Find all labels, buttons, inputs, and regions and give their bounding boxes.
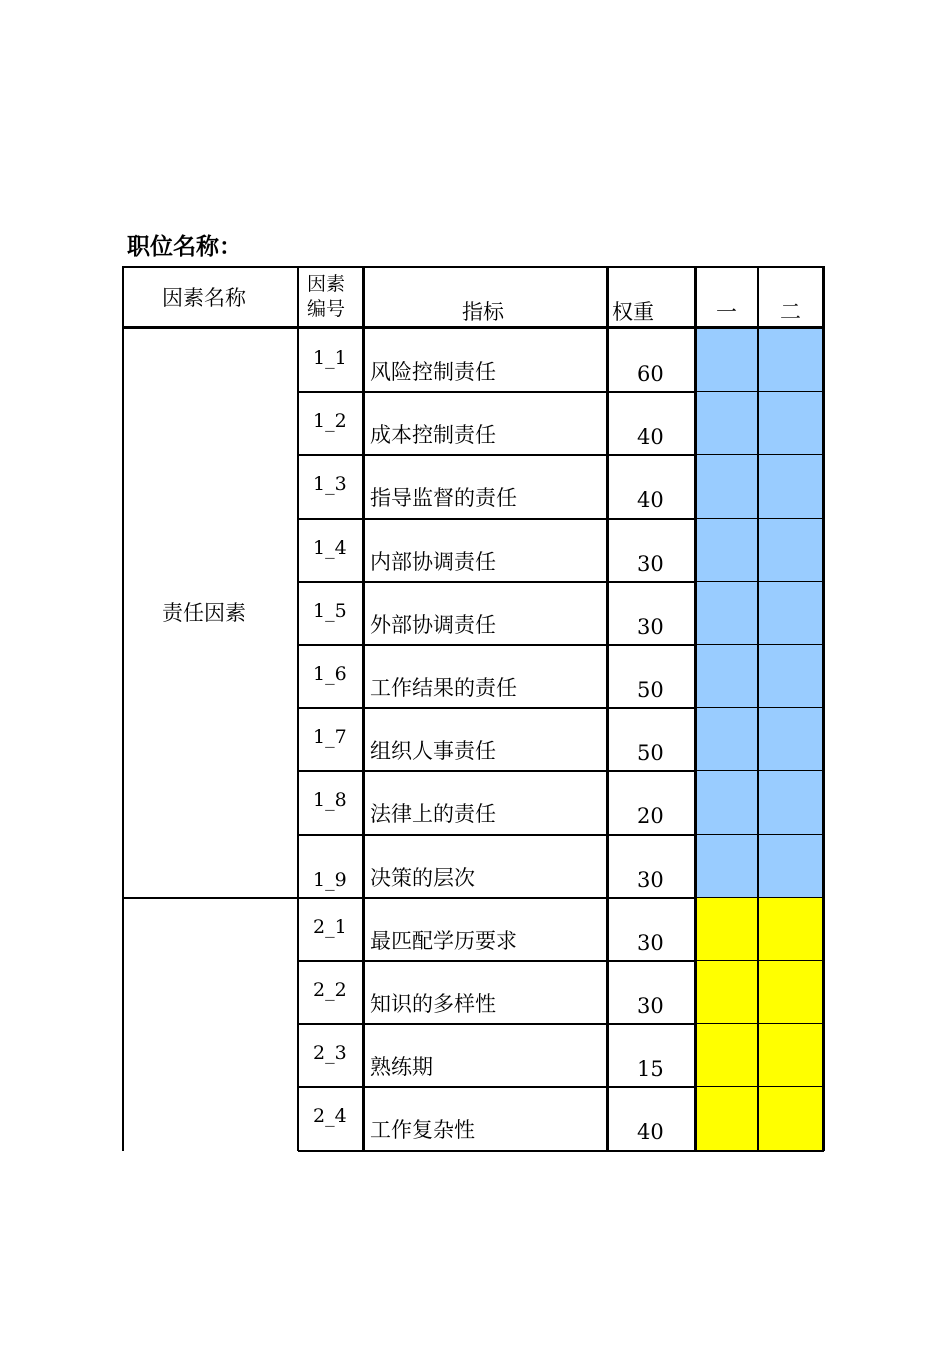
group-divider xyxy=(122,897,298,899)
indicator-label: 工作结果的责任 xyxy=(370,676,517,700)
weight-value: 60 xyxy=(637,362,664,386)
score-cell-level-2[interactable] xyxy=(758,645,824,708)
indicator-label: 决策的层次 xyxy=(370,865,475,890)
col-line-2 xyxy=(362,266,365,1151)
score-cell-level-2[interactable] xyxy=(758,392,824,455)
score-cell-level-2[interactable] xyxy=(758,898,824,961)
score-cell-level-1[interactable] xyxy=(695,455,758,518)
col-line-5 xyxy=(757,266,759,1151)
weight-value: 30 xyxy=(637,930,664,955)
factor-code: 2_4 xyxy=(313,1105,347,1128)
weight-value: 40 xyxy=(637,425,664,450)
factor-code: 1_5 xyxy=(313,599,347,622)
indicator-label: 法律上的责任 xyxy=(370,802,496,827)
indicator-label: 最匹配学历要求 xyxy=(370,928,517,953)
weight-value: 40 xyxy=(637,1120,664,1145)
indicator-label: 内部协调责任 xyxy=(370,549,496,574)
indicator-label: 知识的多样性 xyxy=(370,992,496,1016)
header-factor-code-2: 编号 xyxy=(307,298,346,320)
header-indicator: 指标 xyxy=(462,300,504,324)
indicator-label: 外部协调责任 xyxy=(370,612,496,637)
factor-code: 1_9 xyxy=(313,868,347,891)
score-cell-level-2[interactable] xyxy=(758,1087,824,1150)
factor-code: 1_3 xyxy=(313,473,347,496)
score-cell-level-1[interactable] xyxy=(695,1087,758,1150)
score-cell-level-2[interactable] xyxy=(758,771,824,834)
weight-value: 50 xyxy=(637,741,664,766)
indicator-label: 工作复杂性 xyxy=(370,1118,475,1143)
factor-code: 1_7 xyxy=(313,726,347,749)
score-cell-level-1[interactable] xyxy=(695,519,758,582)
score-cell-level-2[interactable] xyxy=(758,329,824,392)
indicator-label: 指导监督的责任 xyxy=(370,486,517,511)
weight-value: 40 xyxy=(637,488,664,513)
header-factor-name: 因素名称 xyxy=(162,286,246,310)
factor-code: 1_6 xyxy=(313,663,347,685)
score-cell-level-1[interactable] xyxy=(695,961,758,1024)
score-cell-level-1[interactable] xyxy=(695,771,758,834)
table-bottom-border xyxy=(298,1150,824,1152)
score-cell-level-2[interactable] xyxy=(758,961,824,1024)
indicator-label: 风险控制责任 xyxy=(370,360,496,384)
factor-code: 1_2 xyxy=(313,410,347,433)
border-left xyxy=(122,266,124,1151)
weight-value: 15 xyxy=(637,1057,664,1082)
factor-code: 1_8 xyxy=(313,789,347,812)
header-factor-code-1: 因素 xyxy=(307,273,346,295)
weight-value: 30 xyxy=(637,551,664,576)
col-line-4 xyxy=(694,266,697,1151)
header-level-2: 二 xyxy=(780,300,801,324)
border-right xyxy=(822,266,825,1151)
score-cell-level-2[interactable] xyxy=(758,455,824,518)
col-line-1 xyxy=(297,266,299,1151)
score-cell-level-1[interactable] xyxy=(695,835,758,898)
header-level-1: 一 xyxy=(716,300,737,324)
col-line-3 xyxy=(606,266,609,1151)
factor-code: 1_1 xyxy=(313,347,347,369)
header-weight: 权重 xyxy=(612,300,654,324)
header-bottom-border xyxy=(122,326,824,329)
score-cell-level-1[interactable] xyxy=(695,582,758,645)
factor-code: 2_3 xyxy=(313,1042,347,1065)
score-cell-level-1[interactable] xyxy=(695,1024,758,1087)
score-cell-level-1[interactable] xyxy=(695,645,758,708)
weight-value: 30 xyxy=(637,994,664,1018)
indicator-label: 组织人事责任 xyxy=(370,739,496,764)
score-cell-level-1[interactable] xyxy=(695,898,758,961)
weight-value: 20 xyxy=(637,804,664,829)
indicator-label: 成本控制责任 xyxy=(370,423,496,448)
weight-value: 30 xyxy=(637,867,664,892)
factor-group-name: 责任因素 xyxy=(162,601,246,626)
indicator-label: 熟练期 xyxy=(370,1055,433,1080)
score-cell-level-1[interactable] xyxy=(695,392,758,455)
score-cell-level-2[interactable] xyxy=(758,519,824,582)
page-title: 职位名称： xyxy=(127,234,242,260)
score-cell-level-2[interactable] xyxy=(758,835,824,898)
weight-value: 50 xyxy=(637,678,664,702)
score-cell-level-2[interactable] xyxy=(758,582,824,645)
factor-code: 1_4 xyxy=(313,536,347,559)
header-top-border xyxy=(122,266,824,268)
score-cell-level-1[interactable] xyxy=(695,708,758,771)
score-cell-level-1[interactable] xyxy=(695,329,758,392)
score-cell-level-2[interactable] xyxy=(758,1024,824,1087)
factor-code: 2_2 xyxy=(313,979,347,1001)
score-cell-level-2[interactable] xyxy=(758,708,824,771)
factor-code: 2_1 xyxy=(313,915,347,938)
weight-value: 30 xyxy=(637,614,664,639)
